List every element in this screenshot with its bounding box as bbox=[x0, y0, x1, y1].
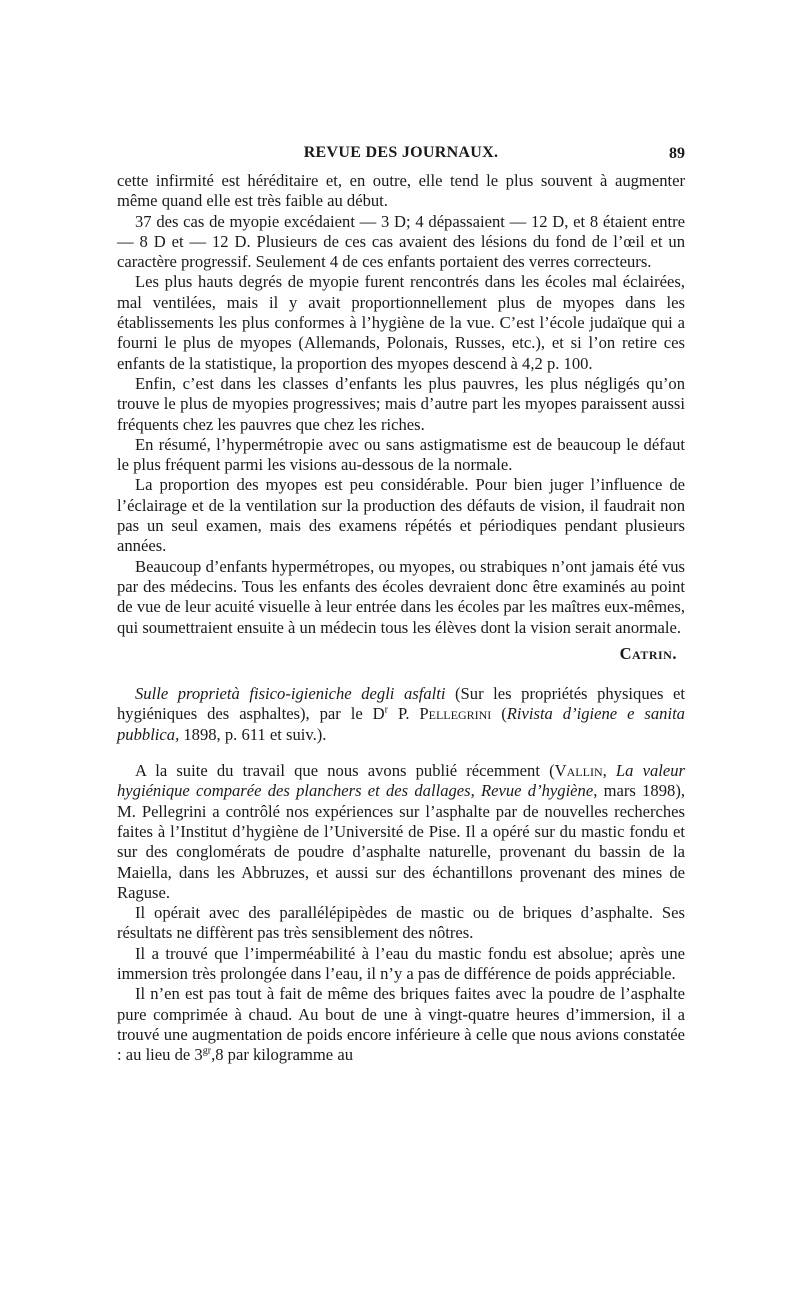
review-author: P. Pellegrini bbox=[388, 704, 502, 724]
review-heading bbox=[117, 684, 685, 745]
review-title-text: (Sur les propriétés physiques et hygiéniques des asphaltes), par le D bbox=[117, 684, 685, 724]
review-journal: Rivista d’igiene e sanita pubblica, bbox=[117, 704, 685, 744]
review-journal-open: ( bbox=[501, 704, 507, 724]
cited-work: La valeur hygiénique comparée des planchers et des dallages, Revue d’hygiène, bbox=[117, 761, 685, 801]
paragraph: La proportion des myopes est peu considérable. Pour bien juger l’influence de l’éclairage et de la ventilation sur la production des défauts de vision, il faudrait non pas un seul examen, mais des examens répétés et périodiques pendant plusieurs années. bbox=[117, 475, 685, 556]
review-title-italic: Sulle proprietà fisico-igieniche degli asfalti bbox=[135, 684, 446, 704]
paragraph: Les plus hauts degrés de myopie furent rencontrés dans les écoles mal éclairées, mal ventilées, mais il y avait proportionnellement plus de myopes dans les établissements les plus conformes à l’hygiène de la vue. C’est l’école judaïque qui a fourni le plus de myopes (Allemands, Polonais, Russes, etc.), et si l’on retire ces enfants de la statistique, la proportion des myopes descend à 4,2 p. 100. bbox=[117, 272, 685, 373]
paragraph bbox=[117, 761, 685, 903]
page-body bbox=[117, 171, 685, 1065]
paragraph bbox=[117, 984, 685, 1065]
cited-author: Vallin, bbox=[554, 761, 607, 781]
paragraph: 37 des cas de myopie excédaient — 3 D; 4 dépassaient — 12 D, et 8 étaient entre — 8 D et — 12 D. Plusieurs de ces cas avaient des lésions du fond de l’œil et un caractère progressif. Seulement 4 de ces enfants portaient des verres correcteurs. bbox=[117, 211, 685, 272]
paragraph: Il opérait avec des parallélépipèdes de mastic ou de briques d’asphalte. Ses résultats ne diffèrent pas très sensiblement des nôtres. bbox=[117, 903, 685, 943]
paragraph-text: mars 1898), M. Pellegrini a contrôlé nos expériences sur l’asphalte par de nouvelles recherches faites à l’Institut d’hygiène de l’Université de Pise. Il a opéré sur du mastic fondu et sur des conglomérats de poudre d’asphalte naturelle, provenant du bassin de la Maiella, dans les Abbruzes, et aussi sur des échantillons provenant des mines de Raguse. bbox=[117, 781, 685, 902]
paragraph-text bbox=[607, 761, 616, 780]
paragraph: Enfin, c’est dans les classes d’enfants les plus pauvres, les plus négligés qu’on trouve le plus de myopies progressives; mais d’autre part les myopes paraissent aussi fréquents chez les pauvres que chez les riches. bbox=[117, 373, 685, 434]
unit-sup: gr bbox=[202, 1045, 212, 1057]
author-signature: Catrin. bbox=[619, 643, 677, 663]
paragraph: En résumé, l’hypermétropie avec ou sans astigmatisme est de beaucoup le défaut le plus fréquent parmi les visions au-dessous de la normale. bbox=[117, 434, 685, 475]
paragraph-text: A la suite du travail que nous avons publié récemment ( bbox=[135, 761, 555, 781]
paragraph-text: Il n’en est pas tout à fait de même des briques faites avec la poudre de l’asphalte pure comprimée à chaud. Au bout de une à vingt-quatre heures d’immersion, il a trouvé une augmentation de poids encore inférieure à celle que nous avions constatée : au lieu de 3 bbox=[117, 984, 685, 1065]
page-header bbox=[117, 144, 685, 168]
paragraph: Beaucoup d’enfants hypermétropes, ou myopes, ou strabiques n’ont jamais été vus par des médecins. Tous les enfants des écoles devraient donc être examinés au point de vue de leur acuité visuelle à leur entrée dans les écoles par les maîtres eux-mêmes, qui soumettraient ensuite à un médecin tous les élèves dont la vision serait anormale. bbox=[117, 556, 685, 637]
page-number: 89 bbox=[669, 145, 685, 162]
review-title-sup: r bbox=[384, 704, 388, 716]
review-reference: 1898, p. 611 et suiv.). bbox=[179, 724, 327, 744]
running-title: REVUE DES JOURNAUX. bbox=[303, 144, 499, 161]
paragraph-text: ,8 par kilogramme au bbox=[211, 1045, 353, 1065]
paragraph: Il a trouvé que l’imperméabilité à l’eau du mastic fondu est absolue; après une immersion très prolongée dans l’eau, il n’y a pas de différence de poids appréciable. bbox=[117, 943, 685, 983]
paragraph: cette infirmité est héréditaire et, en outre, elle tend le plus souvent à augmenter même quand elle est très faible au début. bbox=[117, 171, 685, 211]
